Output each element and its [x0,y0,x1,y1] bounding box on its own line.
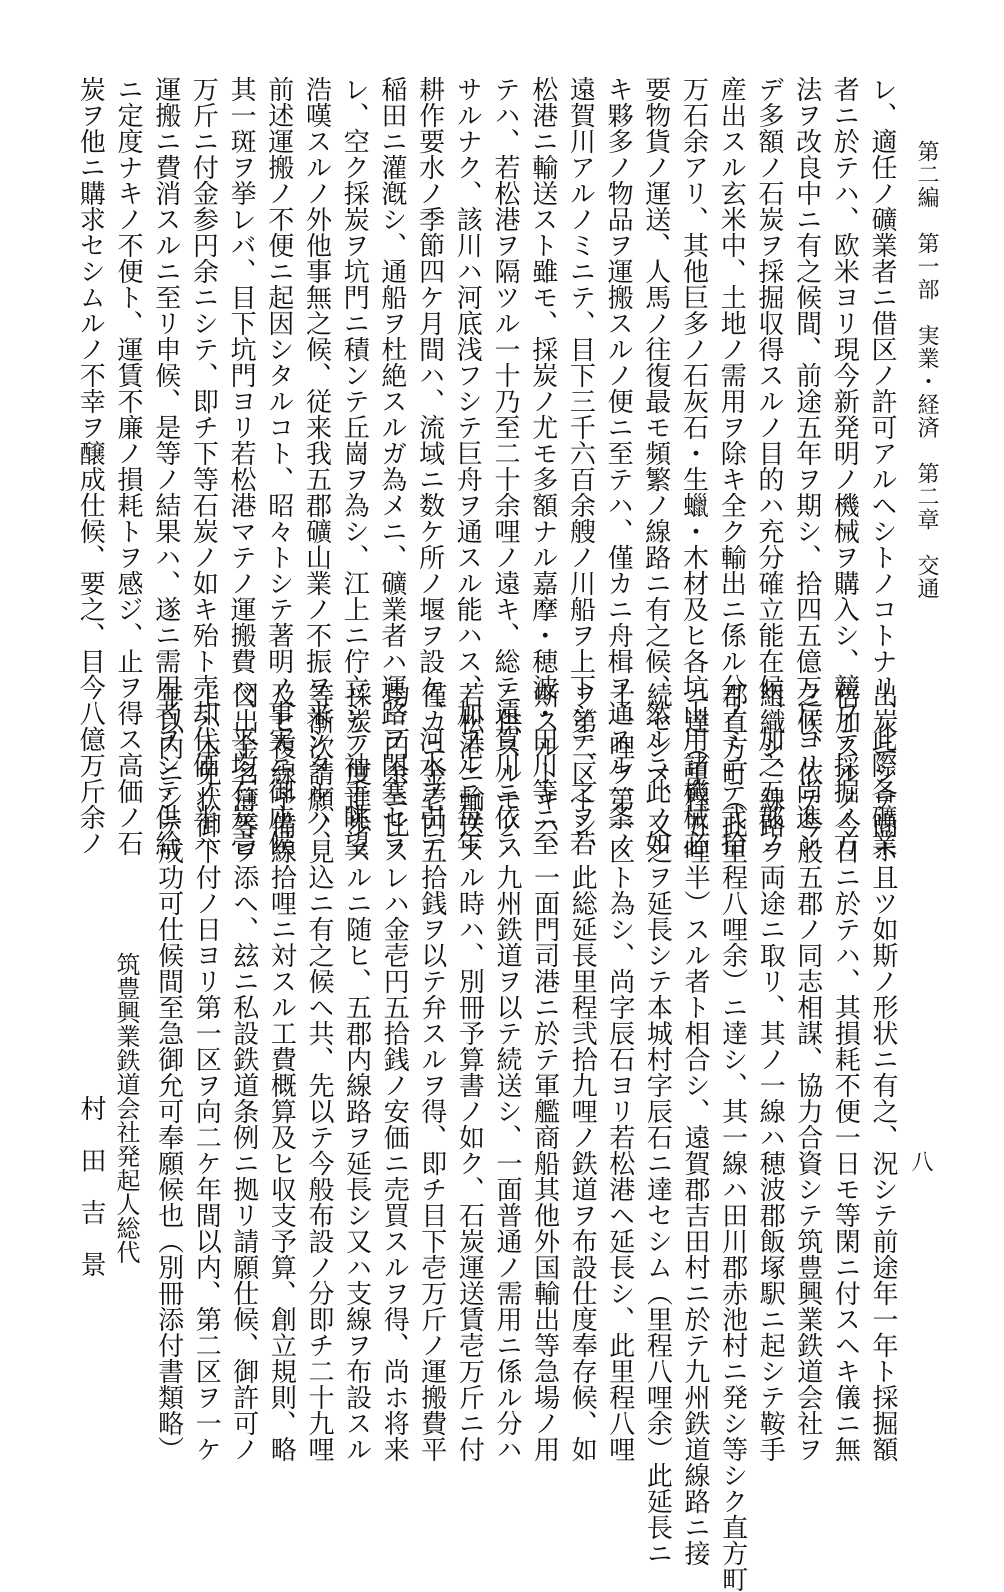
text-column: ニ達（里程五哩半）スル者ト相合シ、遠賀郡吉田村ニ於テ九州鉄道線路ニ接 [680,682,710,1566]
text-column: 松港ニ輸送スト雖モ、採炭ノ尤モ多額ナル嘉摩・穂波・田川等ニ至 [527,76,558,856]
text-column: 郡直方町（此里程八哩余）ニ達シ、其一線ハ田川郡赤池村ニ発シ等シク直方町 [717,682,748,1592]
text-column: 若松港ニ輸送スル時ハ、別冊予算書ノ如ク、石炭運送賃壱万斤ニ付 [454,682,485,1462]
text-column: ニ定度ナキノ不便ト、運賃不廉ノ損耗トヲ感ジ、止ヲ得ス高価ノ石 [113,76,143,856]
text-column: 耕作要水ノ季節四ケ月間ハ、流域ニ数ケ所ノ堰ヲ設ケ、河水ヲ引テ [414,76,445,856]
signature-organization: 筑豊興業鉄道会社発起人総代 [112,952,140,1264]
text-column: 出炭ニシテ尚ホ且ツ如斯ノ形状ニ有之、況シテ前途年一年ト採掘額 [868,682,898,1462]
text-column: 採炭ノ度進歩スルニ随ヒ、五郡内線路ヲ延長シ又ハ支線ヲ布設スル [341,682,372,1462]
text-column: 万斤ニ付金参円余ニシテ、即チ下等石炭ノ如キ殆ト売却代価ノ半ハ [188,76,219,856]
running-header: 第二編 第一部 実業・経済 第二章 交通 [914,140,939,600]
text-column: 浩嘆スルノ外他事無之候、従来我五郡礦山業ノ不振ヲ来シタルハ、 [301,76,332,856]
text-column: レ、適任ノ礦業者ニ借区ノ許可アルヘシトノコトナリ、此際各礦業 [867,76,897,856]
text-column: 運搬ニ費消スルニ至リ申候、是等ノ結果ハ、遂ニ需用者ヲシテ供給 [150,76,181,856]
text-column: 続セシメ、又之ヲ延長シテ本城村字辰石ニ達セシム（里程八哩余）此延長ニ [642,682,673,1566]
text-column: 組織シ、線路ヲ両途ニ取リ、其ノ一線ハ穂波郡飯塚駅ニ起シテ鞍手 [755,682,786,1462]
signature-name: 村田吉景 [76,1095,106,1303]
text-column: 之候、依テ今般五郡ノ同志相謀、協力合資シテ筑豊興業鉄道会社ヲ [792,682,823,1462]
text-column: 稲田ニ灌漑シ、通船ヲ杜絶スルガ為メニ、礦業者ハ運路ヲ閉塞セラ [376,76,407,856]
text-column: 要物貨ノ運送、人馬ノ往復最モ頻繁ノ線路ニ有之候、然ルニ此ノ如 [640,76,671,856]
text-column: 遠賀川アルノミニテ、目下三千六百余艘ノ川船ヲ上下シテ、之ヲ若 [565,76,596,856]
text-column: テハ、若松港ヲ隔ツル一十乃至二十余哩ノ遠キ、総テ遠賀川ニ依ラ [490,76,520,856]
text-column: 者ニ於テハ、欧米ヨリ現今新発明ノ機械ヲ購入シ、競フテ採掘ノ方 [829,76,860,856]
text-column: 産出スル玄米中、土地ノ需用ヲ除キ全ク輸出ニ係ル分ノミニテ弐拾 [716,76,747,856]
text-column: 前述運搬ノ不便ニ起因シタルコト、昭々トシテ著明ノ事実ニ御座候 [263,76,294,856]
text-column: レ、空ク採炭ヲ坑門ニ積ンテ丘崗ヲ為シ、江上ニ佇立シテ袖手眺望 [339,76,370,856]
text-column: 僅カニ金壱円五拾銭ヲ以テ弁スルヲ得、即チ目下壱万斤ノ運搬費平 [416,682,447,1462]
text-column: 年以内ニシテ成功可仕候間至急御允可奉願候也（別冊添付書類略） [153,682,184,1462]
text-column: 万石余アリ、其他巨多ノ石灰石・生蠟・木材及ヒ各坑山用諸機械必 [678,76,709,856]
text-column: ヲ第二区トシ、此総延長里程弐拾九哩ノ鉄道ヲ布設仕度奉存候、如 [567,682,598,1462]
page-number: 八 [908,1150,933,1172]
text-column: 炭ヲ他ニ購求セシムルノ不幸ヲ醸成仕候、要之、目今八億万斤余ノ [75,76,106,856]
text-column: サルナク、該川ハ河底浅フシテ巨舟ヲ通スル能ハス、加フルニ毎年 [452,76,483,856]
text-column: 上ハ本免状御下付ノ日ヨリ第一区ヲ向二ケ年間以内、第二区ヲ一ケ [191,682,222,1462]
text-column: キ夥多ノ物品ヲ運搬スルノ便ニ至テハ、僅カニ舟楫ヲ通スル一条ノ [603,76,634,856]
text-column: 倍加スルノ今日ニ於テハ、其損耗不便一日モ等閑ニ付スヘキ儀ニ無 [830,682,861,1462]
text-column: 斯スルトキハ、一面門司港ニ於テ軍艦商船其他外国輸出等急場ノ用 [529,682,560,1462]
text-column: デ多額ノ石炭ヲ採掘収得スルノ目的ハ充分確立能在候、加之五郡ノ [753,76,784,856]
text-column: 十一哩ヲ第一区ト為シ、尚字辰石ヨリ若松港ヘ延長シ、此里程八哩 [604,682,635,1462]
text-column: 図出金名簿等ヲ添ヘ、玆ニ私設鉄道条例ニ拠リ請願仕候、御許可ノ [228,682,259,1462]
text-column: ニ供スルモノハ九州鉄道ヲ以テ続送シ、一面普通ノ需用ニ係ル分ハ [492,682,522,1462]
text-column: 及ヒ複線予備線拾哩ニ対スル工費概算及ヒ収支予算、創立規則、略 [266,682,297,1462]
text-column: 等漸次請願ノ見込ニ有之候ヘ共、先以テ今般布設ノ分即チ二十九哩 [304,682,334,1462]
text-column: 法ヲ改良中ニ有之候間、前途五年ヲ期シ、拾四五億万斤ヨリ尚進ン [791,76,822,856]
text-column: 其一斑ヲ挙レバ、目下坑門ヨリ若松港マテノ運搬費ハ、平均石炭壱 [226,76,257,856]
text-column: 均三円余ニ比スレハ金壱円五拾銭ノ安価ニ売買スルヲ得、尚ホ将来 [379,682,410,1462]
